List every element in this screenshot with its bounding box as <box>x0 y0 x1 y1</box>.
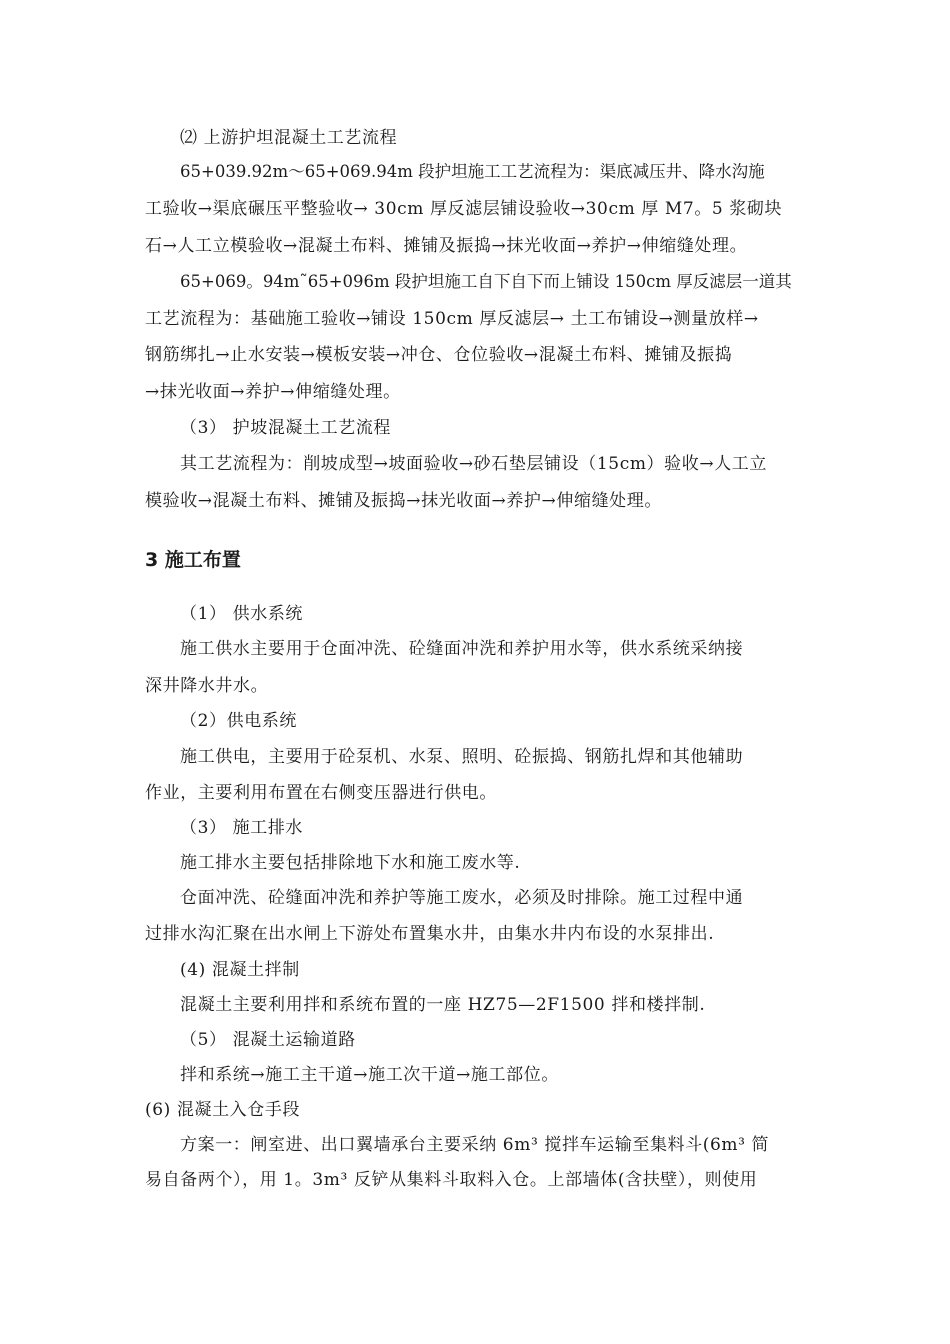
paragraph-line: 65+069。94m˜65+096m 段护坦施工自下自下而上铺设 150cm 厚反滤层一道其 <box>180 272 792 291</box>
paragraph-line: 65+039.92m～65+069.94m 段护坦施工工艺流程为：渠底减压井、降水沟施 <box>180 162 765 181</box>
paragraph-line: 易自备两个），用 1。3m³ 反铲从集料斗取料入仓。上部墙体(含扶壁），则使用 <box>145 1170 758 1190</box>
paragraph-line: 施工供水主要用于仓面冲洗、砼缝面冲洗和养护用水等，供水系统采纳接 <box>180 639 744 659</box>
subsection-title-upstream-apron: ⑵ 上游护坦混凝土工艺流程 <box>180 128 398 148</box>
subsection-title-placing-method: (6) 混凝土入仓手段 <box>145 1100 301 1120</box>
paragraph-line: 方案一：闸室进、出口翼墙承台主要采纳 6m³ 搅拌车运输至集料斗(6m³ 简 <box>180 1135 770 1155</box>
paragraph-line: →抹光收面→养护→伸缩缝处理。 <box>145 382 401 402</box>
paragraph-line: 石→人工立模验收→混凝土布料、摊铺及振捣→抹光收面→养护→伸缩缝处理。 <box>145 236 748 256</box>
paragraph-line: 工验收→渠底碾压平整验收→ 30cm 厚反滤层铺设验收→30cm 厚 M7。5 浆砌块 <box>145 199 783 219</box>
subsection-title-concrete-mixing: (4) 混凝土拌制 <box>180 960 300 980</box>
paragraph-line: 工艺流程为：基础施工验收→铺设 150cm 厚反滤层→ 土工布铺设→测量放样→ <box>145 309 759 329</box>
paragraph-line: 作业，主要利用布置在右侧变压器进行供电。 <box>145 783 497 803</box>
subsection-title-power-supply: （2）供电系统 <box>180 711 298 731</box>
paragraph-line: 钢筋绑扎→止水安装→模板安装→冲仓、仓位验收→混凝土布料、摊铺及振捣 <box>145 345 733 365</box>
paragraph-line: 拌和系统→施工主干道→施工次干道→施工部位。 <box>180 1065 559 1085</box>
subsection-title-transport-road: （5） 混凝土运输道路 <box>180 1030 356 1050</box>
subsection-title-drainage: （3） 施工排水 <box>180 818 304 838</box>
subsection-title-slope: （3） 护坡混凝土工艺流程 <box>180 418 392 438</box>
paragraph-line: 混凝土主要利用拌和系统布置的一座 HZ75—2F1500 拌和楼拌制. <box>180 995 706 1015</box>
paragraph-line: 深井降水井水。 <box>145 676 269 696</box>
paragraph-line: 施工供电，主要用于砼泵机、水泵、照明、砼振捣、钢筋扎焊和其他辅助 <box>180 747 744 767</box>
subsection-title-water-supply: （1） 供水系统 <box>180 604 304 624</box>
paragraph-line: 仓面冲洗、砼缝面冲洗和养护等施工废水，必须及时排除。施工过程中通 <box>180 888 744 908</box>
paragraph-line: 模验收→混凝土布料、摊铺及振捣→抹光收面→养护→伸缩缝处理。 <box>145 491 662 511</box>
paragraph-line: 施工排水主要包括排除地下水和施工废水等. <box>180 853 521 873</box>
paragraph-line: 过排水沟汇聚在出水闸上下游处布置集水井，由集水井内布设的水泵排出. <box>145 924 715 944</box>
paragraph-line: 其工艺流程为：削坡成型→坡面验收→砂石垫层铺设（15cm）验收→人工立 <box>180 454 768 474</box>
section-heading: 3 施工布置 <box>145 549 241 571</box>
